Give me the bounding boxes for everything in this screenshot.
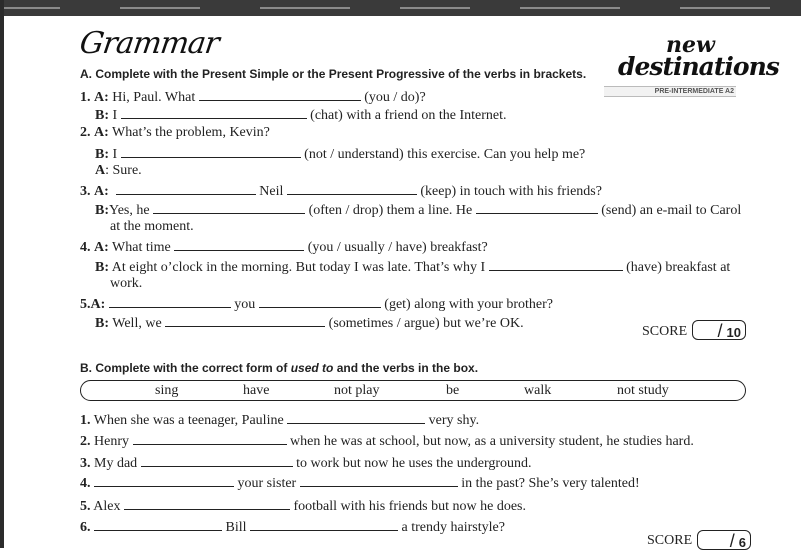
score-b-total: 6: [738, 535, 746, 550]
b-item-2: [80, 432, 694, 450]
b-item-text: to work but now he uses the underground.: [296, 456, 532, 471]
section-b-heading-em: used to: [290, 361, 334, 375]
b-item-num: 1.: [80, 413, 91, 428]
b-item-num: 4.: [80, 476, 91, 491]
q5-num: 5.: [80, 297, 91, 312]
b-item-num: 6.: [80, 520, 91, 535]
word-box: [80, 380, 746, 401]
q2-b-hint: (not / understand) this exercise. Can you help me?: [304, 147, 586, 162]
q1-a-hint: (you / do)?: [364, 90, 426, 105]
answer-blank[interactable]: [133, 432, 287, 445]
answer-blank[interactable]: [287, 411, 425, 424]
answer-blank[interactable]: [141, 454, 293, 467]
q3-a-hint: (keep) in touch with his friends?: [420, 184, 602, 199]
score-b-box: / 6: [697, 530, 751, 550]
page-left-edge: [0, 0, 4, 548]
b-item-text: a trendy hairstyle?: [401, 520, 505, 535]
q3-a-line: [80, 182, 602, 200]
answer-blank[interactable]: [153, 201, 305, 214]
q5-a-mid: you: [234, 297, 256, 312]
section-b-heading-post: and the verbs in the box.: [333, 361, 479, 375]
answer-blank[interactable]: [250, 518, 398, 531]
word-box-item: not study: [617, 383, 669, 398]
q2-a2-label: A: [95, 163, 106, 178]
q1-b-line: [95, 106, 506, 124]
q2-a-line: [80, 125, 270, 141]
q1-b-label: B:: [95, 108, 109, 123]
b-item-text: Henry: [94, 434, 129, 449]
q5-a-label: A:: [90, 297, 106, 312]
q3-b-text: Yes, he: [109, 203, 150, 218]
q1-a-label: A:: [94, 90, 109, 105]
b-item-5: [80, 497, 526, 515]
q2-a-text: What’s the problem, Kevin?: [112, 125, 270, 140]
q4-a-line: [80, 238, 488, 256]
answer-blank[interactable]: [476, 201, 598, 214]
q3-b-hint1: (often / drop) them a line. He: [308, 203, 473, 218]
page-top-edge: [0, 0, 801, 16]
q3-b-hint2: (send) an e-mail to Carol: [601, 203, 742, 218]
q4-b-label: B:: [95, 260, 109, 275]
q1-b-text: I: [112, 108, 118, 123]
q2-a2-line: [95, 163, 142, 179]
answer-blank[interactable]: [121, 145, 301, 158]
word-box-item: be: [446, 383, 460, 398]
q2-b-text: I: [112, 147, 118, 162]
word-box-item: have: [243, 383, 270, 398]
b-item-text: very shy.: [428, 413, 480, 428]
q4-b-text: At eight o’clock in the morning. But today I was late. That’s why I: [111, 260, 486, 275]
q4-a-hint: (you / usually / have) breakfast?: [307, 240, 488, 255]
section-a-heading: A. Complete with the Present Simple or the Present Progressive of the verbs in brackets.: [80, 67, 587, 81]
q5-a-line: [80, 295, 553, 313]
b-item-text: My dad: [94, 456, 138, 471]
b-item-text: When she was a teenager, Pauline: [93, 413, 284, 428]
q1-b-hint: (chat) with a friend on the Internet.: [310, 108, 507, 123]
word-box-item: walk: [524, 383, 552, 398]
b-item-text: your sister: [237, 476, 297, 491]
q3-a-label: A:: [94, 184, 109, 199]
q1-a-text: Hi, Paul. What: [112, 90, 196, 105]
answer-blank[interactable]: [165, 314, 325, 327]
section-b-heading-pre: B. Complete with the correct form of: [80, 361, 291, 375]
b-item-text: Alex: [93, 499, 121, 514]
logo-line1: new: [666, 32, 715, 58]
q3-b-label: B:: [95, 203, 109, 218]
answer-blank[interactable]: [94, 518, 222, 531]
q2-a2-text: : Sure.: [105, 163, 142, 178]
answer-blank[interactable]: [287, 182, 417, 195]
section-b-heading: [80, 361, 478, 375]
q1-num: 1.: [80, 90, 91, 105]
q3-b-line: [95, 201, 741, 219]
word-box-item: sing: [155, 383, 179, 398]
q2-b-label: B:: [95, 147, 109, 162]
answer-blank[interactable]: [489, 258, 623, 271]
answer-blank[interactable]: [116, 182, 256, 195]
b-item-text: when he was at school, but now, as a university student, he studies hard.: [290, 434, 694, 449]
q3-b-cont: at the moment.: [110, 219, 194, 234]
q1-a-line: [80, 88, 426, 106]
b-item-num: 2.: [80, 434, 91, 449]
score-a-label: SCORE: [642, 324, 688, 339]
q2-b-line: [95, 145, 585, 163]
b-item-text: Bill: [225, 520, 247, 535]
answer-blank[interactable]: [109, 295, 231, 308]
answer-blank[interactable]: [199, 88, 361, 101]
q5-b-hint: (sometimes / argue) but we’re OK.: [328, 316, 524, 331]
page-title: Grammar: [77, 26, 221, 61]
b-item-6: [80, 518, 505, 536]
q3-a-mid: Neil: [259, 184, 284, 199]
q2-a-label: A:: [94, 125, 109, 140]
q5-a-hint: (get) along with your brother?: [384, 297, 554, 312]
q5-b-label: B:: [95, 316, 109, 331]
answer-blank[interactable]: [121, 106, 307, 119]
b-item-num: 5.: [80, 499, 91, 514]
b-item-num: 3.: [80, 456, 91, 471]
q5-b-text: Well, we: [112, 316, 162, 331]
q5-b-line: [95, 314, 524, 332]
q4-num: 4.: [80, 240, 91, 255]
q4-a-text: What time: [112, 240, 171, 255]
q3-num: 3.: [80, 184, 91, 199]
score-a-box: / 10: [692, 320, 746, 340]
answer-blank[interactable]: [300, 474, 458, 487]
answer-blank[interactable]: [124, 497, 290, 510]
b-item-1: [80, 411, 479, 429]
q4-b-cont: work.: [110, 276, 143, 291]
logo-level: PRE-INTERMEDIATE A2: [604, 86, 736, 97]
b-item-text: football with his friends but now he does.: [293, 499, 526, 514]
answer-blank[interactable]: [174, 238, 304, 251]
b-item-4: [80, 474, 640, 492]
q4-a-label: A:: [94, 240, 109, 255]
q4-b-hint: (have) breakfast at: [626, 260, 731, 275]
logo-line2: destinations: [618, 52, 779, 81]
q2-num: 2.: [80, 125, 91, 140]
score-a-total: 10: [726, 325, 741, 340]
word-box-item: not play: [334, 383, 380, 398]
answer-blank[interactable]: [94, 474, 234, 487]
b-item-text: in the past? She’s very talented!: [461, 476, 640, 491]
q4-b-line: [95, 258, 730, 276]
score-b-label: SCORE: [647, 533, 693, 548]
b-item-3: [80, 454, 532, 472]
answer-blank[interactable]: [259, 295, 381, 308]
